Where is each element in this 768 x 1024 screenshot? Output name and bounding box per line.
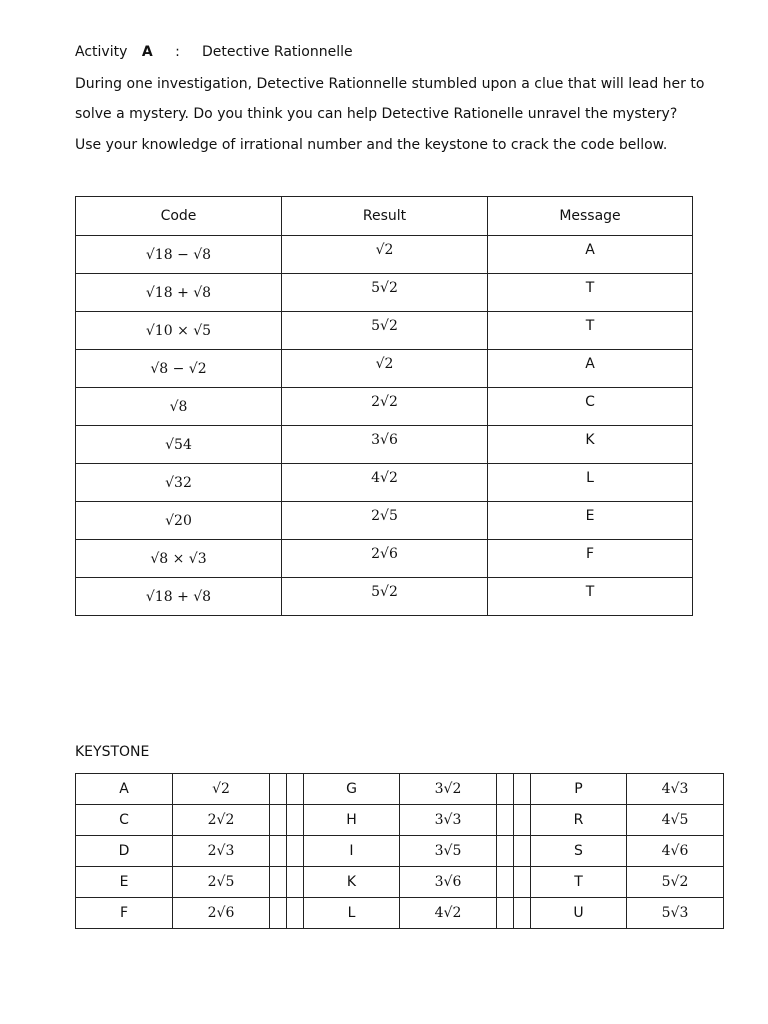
- table-row: [76, 350, 693, 388]
- code-cell: √32: [76, 464, 282, 502]
- code-cell: √8 × √3: [76, 540, 282, 578]
- message-cell: K: [488, 426, 693, 464]
- keystone-value: 2√2: [173, 805, 270, 836]
- keystone-letter: G: [304, 774, 400, 805]
- keystone-spacer: [287, 805, 304, 836]
- keystone-value: 3√5: [400, 836, 497, 867]
- paragraph-line: solve a mystery. Do you think you can help Detective Rationelle unravel the mystery?: [75, 106, 678, 122]
- keystone-row: [76, 836, 724, 867]
- table-row: [76, 388, 693, 426]
- message-cell: A: [488, 350, 693, 388]
- activity-letter: A: [141, 44, 153, 60]
- result-cell: 3√6: [282, 426, 488, 464]
- message-cell: F: [488, 540, 693, 578]
- table-row: [76, 274, 693, 312]
- keystone-letter: K: [304, 867, 400, 898]
- message-cell: T: [488, 274, 693, 312]
- keystone-value: 5√3: [627, 898, 724, 929]
- keystone-spacer: [497, 774, 514, 805]
- keystone-spacer: [497, 867, 514, 898]
- keystone-spacer: [514, 836, 531, 867]
- header-message: Message: [488, 197, 693, 236]
- code-cell: √8 − √2: [76, 350, 282, 388]
- keystone-value: 4√5: [627, 805, 724, 836]
- table-row: [76, 426, 693, 464]
- keystone-value: 2√5: [173, 867, 270, 898]
- keystone-value: 2√3: [173, 836, 270, 867]
- code-cell: √10 × √5: [76, 312, 282, 350]
- keystone-spacer: [287, 836, 304, 867]
- message-cell: T: [488, 578, 693, 616]
- keystone-spacer: [287, 774, 304, 805]
- code-cell: √8: [76, 388, 282, 426]
- code-cell: √20: [76, 502, 282, 540]
- result-cell: 5√2: [282, 578, 488, 616]
- table-row: [76, 312, 693, 350]
- keystone-row: [76, 774, 724, 805]
- table-row: [76, 578, 693, 616]
- header-code: Code: [76, 197, 282, 236]
- keystone-letter: H: [304, 805, 400, 836]
- message-cell: T: [488, 312, 693, 350]
- keystone-letter: A: [76, 774, 173, 805]
- message-cell: L: [488, 464, 693, 502]
- keystone-spacer: [287, 898, 304, 929]
- keystone-spacer: [514, 898, 531, 929]
- keystone-value: 4√3: [627, 774, 724, 805]
- keystone-spacer: [497, 836, 514, 867]
- result-cell: 4√2: [282, 464, 488, 502]
- table-row: [76, 540, 693, 578]
- code-cell: √18 + √8: [76, 578, 282, 616]
- keystone-spacer: [270, 867, 287, 898]
- result-cell: 2√6: [282, 540, 488, 578]
- keystone-spacer: [497, 898, 514, 929]
- keystone-value: 5√2: [627, 867, 724, 898]
- keystone-spacer: [497, 805, 514, 836]
- result-cell: √2: [282, 236, 488, 274]
- result-cell: 5√2: [282, 312, 488, 350]
- activity-colon: :: [175, 44, 180, 60]
- keystone-letter: I: [304, 836, 400, 867]
- activity-heading: [75, 44, 353, 60]
- code-table: [75, 196, 693, 616]
- activity-label: Activity: [75, 44, 128, 60]
- keystone-value: 4√2: [400, 898, 497, 929]
- keystone-letter: D: [76, 836, 173, 867]
- keystone-value: 3√2: [400, 774, 497, 805]
- result-cell: 2√5: [282, 502, 488, 540]
- keystone-letter: F: [76, 898, 173, 929]
- keystone-spacer: [514, 805, 531, 836]
- keystone-row: [76, 898, 724, 929]
- result-cell: √2: [282, 350, 488, 388]
- code-cell: √18 − √8: [76, 236, 282, 274]
- keystone-letter: C: [76, 805, 173, 836]
- header-result: Result: [282, 197, 488, 236]
- paragraph-line: During one investigation, Detective Rationnelle stumbled upon a clue that will lead her to: [75, 76, 705, 92]
- keystone-letter: P: [531, 774, 627, 805]
- keystone-value: √2: [173, 774, 270, 805]
- table-row: [76, 502, 693, 540]
- keystone-spacer: [270, 836, 287, 867]
- paragraph-line: Use your knowledge of irrational number and the keystone to crack the code bellow.: [75, 137, 668, 153]
- message-cell: E: [488, 502, 693, 540]
- keystone-letter: R: [531, 805, 627, 836]
- table-row: [76, 464, 693, 502]
- keystone-spacer: [270, 898, 287, 929]
- code-cell: √54: [76, 426, 282, 464]
- keystone-letter: T: [531, 867, 627, 898]
- keystone-spacer: [514, 867, 531, 898]
- keystone-spacer: [270, 805, 287, 836]
- keystone-row: [76, 867, 724, 898]
- keystone-spacer: [514, 774, 531, 805]
- keystone-spacer: [270, 774, 287, 805]
- keystone-letter: L: [304, 898, 400, 929]
- message-cell: C: [488, 388, 693, 426]
- keystone-spacer: [287, 867, 304, 898]
- table-row: [76, 236, 693, 274]
- keystone-letter: E: [76, 867, 173, 898]
- keystone-row: [76, 805, 724, 836]
- keystone-value: 4√6: [627, 836, 724, 867]
- result-cell: 2√2: [282, 388, 488, 426]
- code-table-header-row: [76, 197, 693, 236]
- code-cell: √18 + √8: [76, 274, 282, 312]
- keystone-value: 3√6: [400, 867, 497, 898]
- keystone-letter: U: [531, 898, 627, 929]
- keystone-value: 3√3: [400, 805, 497, 836]
- activity-title: Detective Rationnelle: [202, 44, 353, 60]
- keystone-letter: S: [531, 836, 627, 867]
- result-cell: 5√2: [282, 274, 488, 312]
- keystone-label: KEYSTONE: [75, 744, 150, 760]
- message-cell: A: [488, 236, 693, 274]
- keystone-value: 2√6: [173, 898, 270, 929]
- keystone-table: [75, 773, 724, 929]
